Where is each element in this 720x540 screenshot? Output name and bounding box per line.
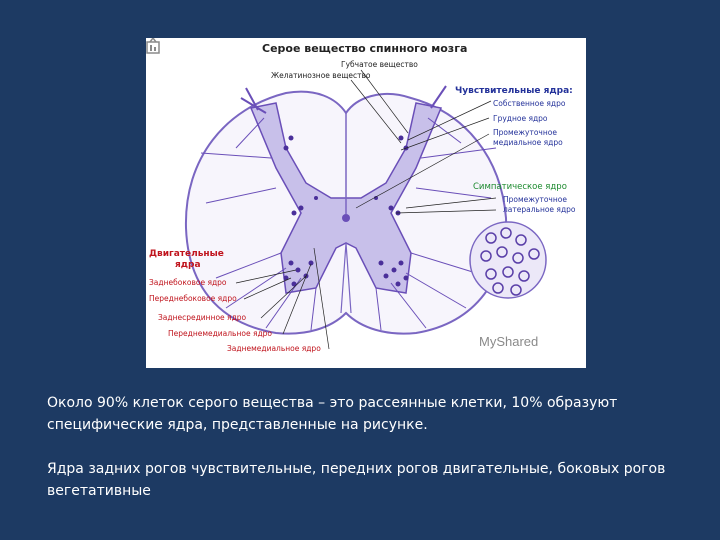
label-posterolateral-nucleus: Заднебоковое ядро <box>149 278 227 287</box>
label-thoracic-nucleus: Грудное ядро <box>493 114 548 123</box>
myshared-logo-icon <box>146 38 160 54</box>
label-motor-nuclei-2: ядра <box>175 260 201 270</box>
label-intermediolateral-2: латеральное ядро <box>503 205 576 214</box>
spinal-cord-figure <box>146 38 586 368</box>
label-sensory-nuclei-header: Чувствительные ядра: <box>455 86 573 96</box>
label-intermediolateral-1: Промежуточное <box>503 195 567 204</box>
caption-paragraph-2: Ядра задних рогов чувствительные, передних рогов двигательные, боковых рогов вегетативные <box>47 461 666 499</box>
myshared-watermark: MyShared <box>479 334 539 349</box>
label-spongy-substance: Губчатое вещество <box>341 60 418 69</box>
label-anterolateral-nucleus: Переднебоковое ядро <box>149 294 237 303</box>
label-posteromedial-nucleus: Заднемедиальное ядро <box>227 344 321 353</box>
label-sympathetic-nucleus: Симпатическое ядро <box>473 182 567 192</box>
caption-paragraph-1: Около 90% клеток серого вещества – это рассеянные клетки, 10% образуют специфические ядра, представленные на рисунке. <box>47 395 618 433</box>
label-motor-nuclei-1: Двигательные <box>149 249 224 259</box>
label-posterocentral-nucleus: Заднесрединное ядро <box>158 313 247 322</box>
figure-title: Серое вещество спинного мозга <box>262 42 468 55</box>
label-proper-nucleus: Собственное ядро <box>493 99 566 108</box>
label-intermediomedial-2: медиальное ядро <box>493 138 563 147</box>
label-anteromedial-nucleus: Переднемедиальное ядро <box>168 329 273 338</box>
caption-text <box>47 392 707 524</box>
label-intermediomedial-1: Промежуточное <box>493 128 557 137</box>
label-gelatinous-substance: Желатинозное вещество <box>271 71 371 80</box>
